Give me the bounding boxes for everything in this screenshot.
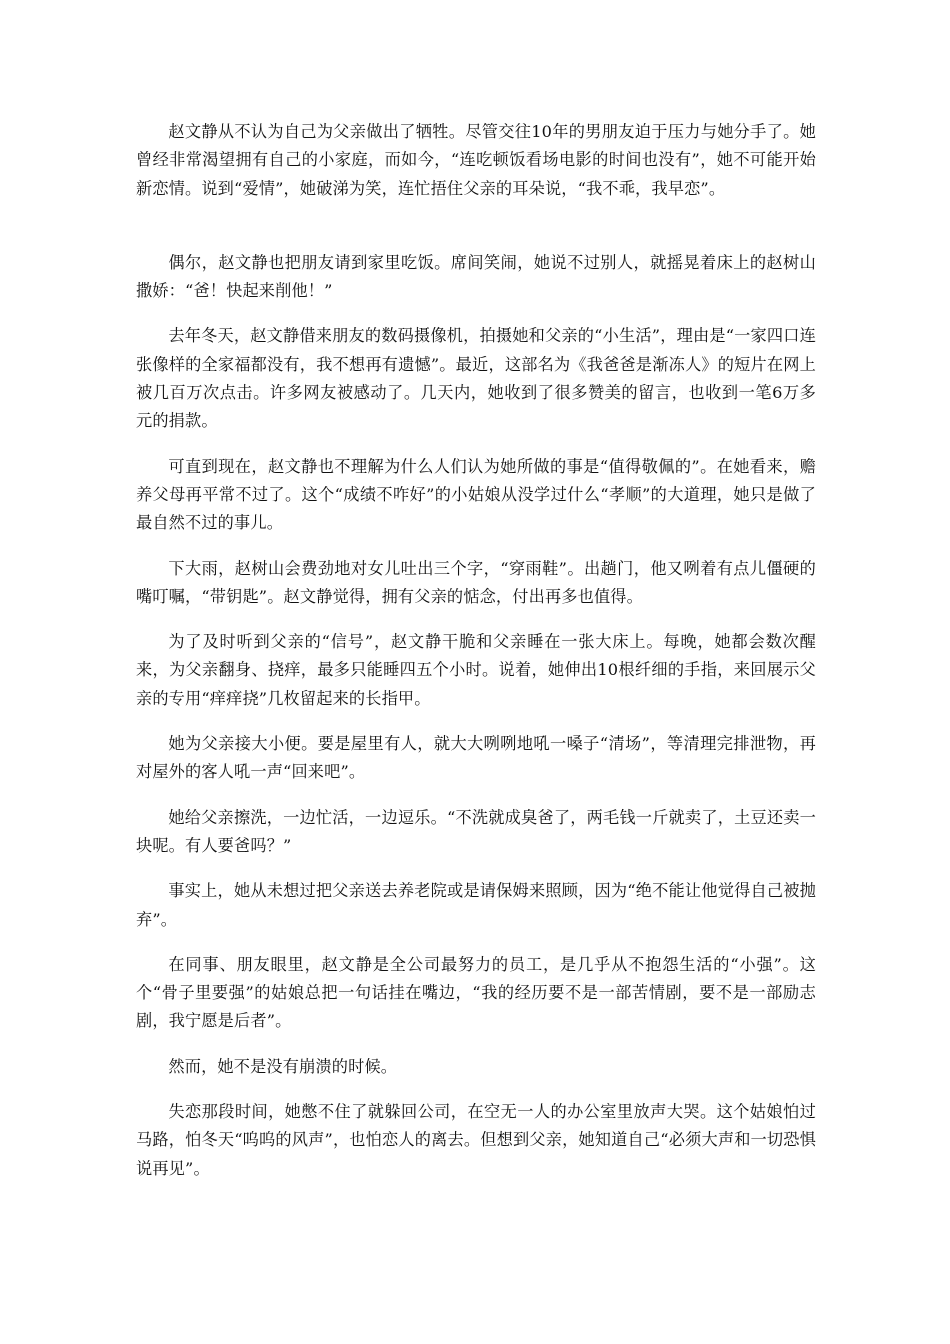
paragraph: 赵文静从不认为自己为父亲做出了牺牲。尽管交往10年的男朋友迫于压力与她分手了。她曾经非常渴望拥有自己的小家庭，而如今，“连吃顿饭看场电影的时间也没有”，她不可能开始新恋情。说到“爱情”，她破涕为笑，连忙捂住父亲的耳朵说，“我不乖，我早恋”。: [136, 122, 816, 198]
paragraph: 为了及时听到父亲的“信号”，赵文静干脆和父亲睡在一张大床上。每晚，她都会数次醒来，为父亲翻身、挠痒，最多只能睡四五个小时。说着，她伸出10根纤细的手指，来回展示父亲的专用“痒痒挠”几枚留起来的长指甲。: [136, 632, 816, 708]
paragraph: 然而，她不是没有崩溃的时候。: [168, 1056, 398, 1076]
paragraph: 事实上，她从未想过把父亲送去养老院或是请保姆来照顾，因为“绝不能让他觉得自己被抛弃”。: [136, 881, 816, 929]
document-body: [136, 118, 816, 1183]
paragraph: 在同事、朋友眼里，赵文静是全公司最努力的员工，是几乎从不抱怨生活的“小强”。这个“骨子里要强”的姑娘总把一句话挂在嘴边，“我的经历要不是一部苦情剧，要不是一部励志剧，我宁愿是后者”。: [136, 954, 816, 1031]
paragraph: 偶尔，赵文静也把朋友请到家里吃饭。席间笑闹，她说不过别人，就摇晃着床上的赵树山撒娇：“爸！快起来削他！”: [136, 252, 816, 301]
paragraph: 去年冬天，赵文静借来朋友的数码摄像机，拍摄她和父亲的“小生活”，理由是“一家四口连张像样的全家福都没有，我不想再有遗憾”。最近，这部名为《我爸爸是渐冻人》的短片在网上被几百万次点击。许多网友被感动了。几天内，她收到了很多赞美的留言，也收到一笔6万多元的捐款。: [136, 326, 816, 431]
section-break: [136, 203, 816, 249]
paragraph: 可直到现在，赵文静也不理解为什么人们认为她所做的事是“值得敬佩的”。在她看来，赡养父母再平常不过了。这个“成绩不咋好”的小姑娘从没学过什么“孝顺”的大道理，她只是做了最自然不过的事儿。: [136, 456, 816, 533]
paragraph: 失恋那段时间，她憋不住了就躲回公司，在空无一人的办公室里放声大哭。这个姑娘怕过马路，怕冬天“呜呜的风声”，也怕恋人的离去。但想到父亲，她知道自己“必须大声和一切恐惧说再见”。: [136, 1102, 816, 1178]
paragraph: 她给父亲擦洗，一边忙活，一边逗乐。“不洗就成臭爸了，两毛钱一斤就卖了，土豆还卖一块呢。有人要爸吗？”: [136, 807, 816, 855]
paragraph: 下大雨，赵树山会费劲地对女儿吐出三个字，“穿雨鞋”。出趟门，他又咧着有点儿僵硬的嘴叮嘱，“带钥匙”。赵文静觉得，拥有父亲的惦念，付出再多也值得。: [136, 558, 816, 606]
paragraph: 她为父亲接大小便。要是屋里有人，就大大咧咧地吼一嗓子“清场”，等清理完排泄物，再对屋外的客人吼一声“回来吧”。: [136, 734, 816, 782]
